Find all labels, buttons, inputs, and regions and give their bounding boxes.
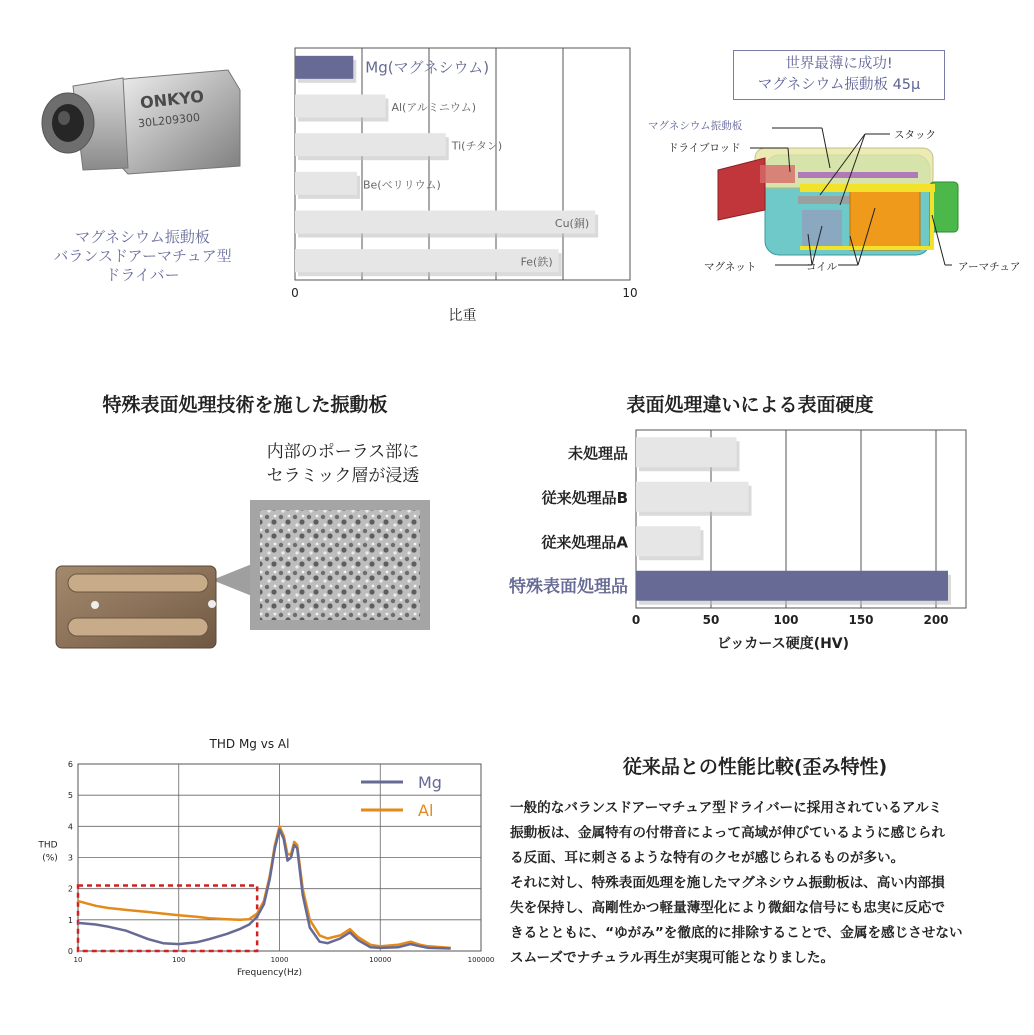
description-line: きるとともに、“ゆがみ”を徹底的に排除することで、金属を感じさせない xyxy=(510,925,963,941)
y-tick-label: 2 xyxy=(67,884,73,894)
porous-callout-line: 内部のポーラス部に xyxy=(266,442,420,462)
description-line: る反面、耳に刺さるような特有のクセが感じられるものが多い。 xyxy=(510,850,905,866)
chart-title: THD Mg vs Al xyxy=(209,737,290,751)
product-label-line: マグネシウム振動板 xyxy=(75,228,210,246)
bar xyxy=(295,133,446,156)
y-tick-label: 4 xyxy=(67,822,73,832)
label-diaphragm: マグネシウム振動板 xyxy=(648,120,743,132)
x-tick-label: 1000 xyxy=(270,956,289,964)
bar-label: Mg(マグネシウム) xyxy=(365,58,490,77)
bar xyxy=(295,211,595,234)
bar xyxy=(295,56,353,79)
x-tick-label: 10 xyxy=(622,286,638,300)
x-tick-label: 10 xyxy=(73,956,83,964)
x-tick-label: 50 xyxy=(702,613,720,627)
bar-label: Be(ベリリウム) xyxy=(362,178,441,192)
bar-label: Ti(チタン) xyxy=(451,139,503,153)
x-tick-label: 0 xyxy=(631,613,641,627)
product-label-line: ドライバー xyxy=(105,266,180,284)
y-axis-label: THD xyxy=(38,840,58,851)
y-tick-label: 1 xyxy=(67,915,73,925)
label-drive-rod: ドライブロッド xyxy=(668,142,741,154)
legend-label: Mg xyxy=(418,773,442,792)
y-axis-unit: (%) xyxy=(42,853,58,864)
x-tick-label: 100 xyxy=(172,956,186,964)
label-stack: スタック xyxy=(894,129,936,141)
bar xyxy=(295,249,559,272)
category-label: 従来処理品A xyxy=(541,533,628,552)
x-tick-label: 0 xyxy=(291,286,299,300)
description-line: 一般的なバランスドアーマチュア型ドライバーに採用されているアルミ xyxy=(510,800,943,816)
hardness-title: 表面処理違いによる表面硬度 xyxy=(626,394,874,416)
bar-label: Al(アルミニウム) xyxy=(391,101,477,114)
porous-callout-line: セラミック層が浸透 xyxy=(266,466,420,486)
bar xyxy=(636,437,737,467)
bar xyxy=(636,571,948,601)
category-label: 従来処理品B xyxy=(541,488,628,507)
description-text xyxy=(510,796,1025,971)
x-tick-label: 150 xyxy=(848,613,874,627)
bar-label: Fe(鉄) xyxy=(520,255,553,269)
bar xyxy=(295,172,357,195)
y-tick-label: 6 xyxy=(67,760,73,769)
description-line: スムーズでナチュラル再生が実現可能となりました。 xyxy=(510,950,835,966)
category-label: 特殊表面処理品 xyxy=(509,576,628,597)
porous-callout xyxy=(228,440,458,488)
x-tick-label: 10000 xyxy=(369,956,392,964)
hardness-chart xyxy=(470,420,980,670)
category-label: 未処理品 xyxy=(567,444,628,463)
y-tick-label: 3 xyxy=(67,853,73,863)
x-axis-label: 比重 xyxy=(448,308,477,324)
x-axis-label: ビッカース硬度(HV) xyxy=(716,636,850,652)
thin-callout-line: マグネシウム振動板 45μ xyxy=(757,77,921,93)
product-label-line: バランスドアーマチュア型 xyxy=(53,247,232,265)
x-tick-label: 200 xyxy=(923,613,949,627)
specific-gravity-chart xyxy=(280,40,650,330)
legend-label: Al xyxy=(418,801,434,820)
bar xyxy=(636,482,749,512)
bar xyxy=(295,95,385,118)
thin-callout-line: 世界最薄に成功! xyxy=(785,56,893,72)
housing-code: 30L209300 xyxy=(137,110,201,131)
label-armature: アーマチュア xyxy=(958,261,1021,273)
surface-title: 特殊表面処理技術を施した振動板 xyxy=(102,394,388,416)
x-tick-label: 100000 xyxy=(467,956,495,964)
x-tick-label: 100 xyxy=(773,613,799,627)
comparison-title: 従来品との性能比較(歪み特性) xyxy=(622,756,888,778)
x-axis-label: Frequency(Hz) xyxy=(236,968,303,978)
housing-logo: ONKYO xyxy=(139,86,205,113)
y-tick-label: 5 xyxy=(67,791,73,801)
product-label xyxy=(40,228,245,285)
bar-label: Cu(銅) xyxy=(554,217,590,230)
thd-chart xyxy=(30,730,495,1000)
label-magnet: マグネット xyxy=(704,261,757,273)
y-tick-label: 0 xyxy=(67,947,73,956)
description-line: 振動板は、金属特有の付帯音によって高域が伸びているように感じられ xyxy=(510,825,945,841)
label-coil: コイル xyxy=(806,261,838,273)
diaphragm-photo xyxy=(40,500,440,660)
thin-callout xyxy=(733,50,945,100)
bar xyxy=(636,526,701,556)
description-line: 失を保持し、高剛性かつ軽量薄型化により微細な信号にも忠実に反応で xyxy=(510,900,945,916)
description-line: それに対し、特殊表面処理を施したマグネシウム振動板は、高い内部損 xyxy=(510,875,945,891)
